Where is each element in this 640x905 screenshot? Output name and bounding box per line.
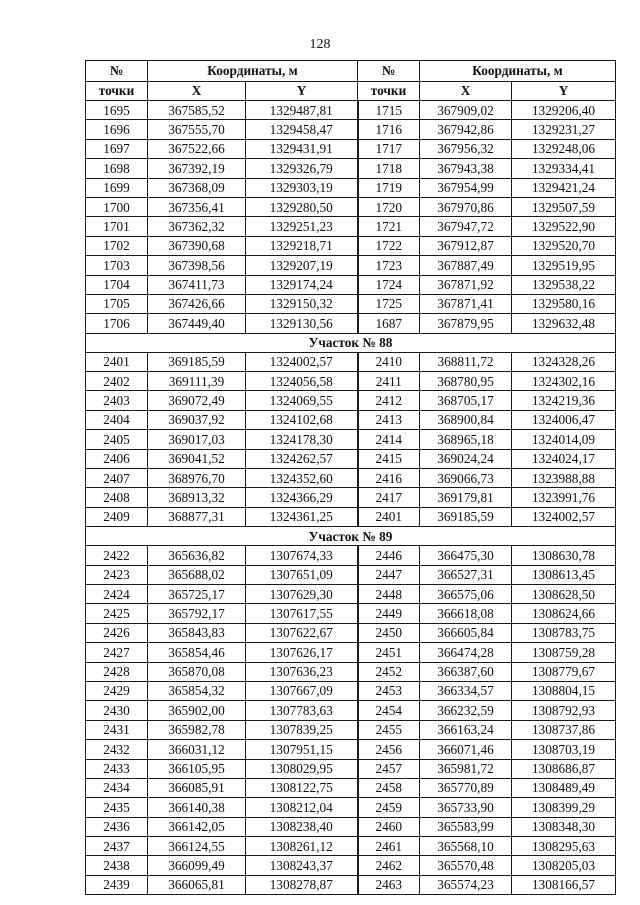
x-left: 368976,70	[148, 469, 246, 488]
y-right: 1308779,67	[512, 662, 616, 681]
x-left: 369041,52	[148, 449, 246, 468]
point-number-right: 2454	[358, 701, 420, 720]
x-right: 365981,72	[420, 759, 512, 778]
section-title: Участок № 88	[86, 333, 616, 352]
point-number-left: 1702	[86, 236, 148, 255]
y-right: 1324014,09	[512, 430, 616, 449]
y-right: 1329520,70	[512, 236, 616, 255]
x-left: 368877,31	[148, 507, 246, 526]
x-left: 367390,68	[148, 236, 246, 255]
y-right: 1324219,36	[512, 391, 616, 410]
y-left: 1307617,55	[246, 604, 358, 623]
x-left: 367555,70	[148, 120, 246, 139]
section-title-row	[86, 333, 616, 352]
x-right: 365770,89	[420, 778, 512, 797]
y-left: 1308238,40	[246, 817, 358, 836]
y-left: 1324178,30	[246, 430, 358, 449]
table-row	[86, 178, 616, 197]
table-row	[86, 720, 616, 739]
point-number-right: 2461	[358, 837, 420, 856]
table-row	[86, 837, 616, 856]
point-number-header-left: №	[86, 61, 148, 82]
x-left: 368913,32	[148, 488, 246, 507]
point-number-right: 2448	[358, 584, 420, 603]
x-right: 369066,73	[420, 469, 512, 488]
point-number-right: 2417	[358, 488, 420, 507]
point-number-left: 2409	[86, 507, 148, 526]
y-right: 1329206,40	[512, 101, 616, 120]
point-number-left: 2404	[86, 410, 148, 429]
point-number-left: 2436	[86, 817, 148, 836]
table-row	[86, 314, 616, 333]
x-right: 368811,72	[420, 352, 512, 371]
x-left: 366105,95	[148, 759, 246, 778]
y-left: 1307951,15	[246, 740, 358, 759]
x-right: 367954,99	[420, 178, 512, 197]
x-left: 365688,02	[148, 565, 246, 584]
point-number-left: 2424	[86, 584, 148, 603]
x-left: 365854,32	[148, 681, 246, 700]
y-left: 1307783,63	[246, 701, 358, 720]
point-number-left: 2425	[86, 604, 148, 623]
point-number-right: 2410	[358, 352, 420, 371]
y-right: 1329580,16	[512, 294, 616, 313]
point-number-right: 2455	[358, 720, 420, 739]
point-number-right: 2457	[358, 759, 420, 778]
y-right: 1308624,66	[512, 604, 616, 623]
x-right: 366527,31	[420, 565, 512, 584]
point-number-right: 2414	[358, 430, 420, 449]
y-right: 1308630,78	[512, 546, 616, 565]
point-number-left: 2422	[86, 546, 148, 565]
x-left: 367585,52	[148, 101, 246, 120]
x-right: 365583,99	[420, 817, 512, 836]
y-right: 1308295,63	[512, 837, 616, 856]
table-row	[86, 507, 616, 526]
x-right: 367970,86	[420, 197, 512, 216]
x-right: 366232,59	[420, 701, 512, 720]
point-number-right: 2413	[358, 410, 420, 429]
point-number-right: 1719	[358, 178, 420, 197]
x-left: 365636,82	[148, 546, 246, 565]
point-number-right: 1725	[358, 294, 420, 313]
y-left: 1329251,23	[246, 217, 358, 236]
y-right: 1308613,45	[512, 565, 616, 584]
y-right: 1324002,57	[512, 507, 616, 526]
y-right: 1324006,47	[512, 410, 616, 429]
table-row	[86, 565, 616, 584]
y-left: 1307839,25	[246, 720, 358, 739]
point-number-right: 2401	[358, 507, 420, 526]
page-number: 128	[309, 37, 331, 52]
point-number-left: 2423	[86, 565, 148, 584]
y-right: 1308489,49	[512, 778, 616, 797]
y-right: 1324328,26	[512, 352, 616, 371]
point-number-left: 1698	[86, 159, 148, 178]
y-right: 1324024,17	[512, 449, 616, 468]
x-right: 369179,81	[420, 488, 512, 507]
x-left: 367392,19	[148, 159, 246, 178]
y-right: 1308166,57	[512, 875, 616, 894]
point-number-left: 2426	[86, 623, 148, 642]
y-right: 1329632,48	[512, 314, 616, 333]
y-left: 1324352,60	[246, 469, 358, 488]
y-right: 1308737,86	[512, 720, 616, 739]
table-row	[86, 875, 616, 894]
table-row	[86, 856, 616, 875]
x-right: 367909,02	[420, 101, 512, 120]
point-number-right: 2451	[358, 643, 420, 662]
y-left: 1308122,75	[246, 778, 358, 797]
x-left: 369111,39	[148, 372, 246, 391]
point-number-right: 1720	[358, 197, 420, 216]
table-row	[86, 430, 616, 449]
x-right: 366071,46	[420, 740, 512, 759]
x-right: 367956,32	[420, 139, 512, 158]
y-left: 1307667,09	[246, 681, 358, 700]
y-left: 1307674,33	[246, 546, 358, 565]
x-left: 369037,92	[148, 410, 246, 429]
point-number-left: 2432	[86, 740, 148, 759]
y-left: 1329303,19	[246, 178, 358, 197]
y-left: 1324002,57	[246, 352, 358, 371]
y-left: 1329218,71	[246, 236, 358, 255]
point-number-left: 1699	[86, 178, 148, 197]
point-number-right: 1723	[358, 256, 420, 275]
y-right: 1308205,03	[512, 856, 616, 875]
point-number-right: 2463	[358, 875, 420, 894]
point-number-right: 1715	[358, 101, 420, 120]
y-left: 1307626,17	[246, 643, 358, 662]
point-number-left: 2429	[86, 681, 148, 700]
table-row	[86, 584, 616, 603]
coords-header-left: Координаты, м	[148, 61, 358, 82]
y-left: 1308212,04	[246, 798, 358, 817]
y-left: 1307629,30	[246, 584, 358, 603]
point-number-right: 1718	[358, 159, 420, 178]
table-row	[86, 372, 616, 391]
y-right: 1308399,29	[512, 798, 616, 817]
x-right: 367879,95	[420, 314, 512, 333]
point-number-left: 1696	[86, 120, 148, 139]
y-left: 1329280,50	[246, 197, 358, 216]
y-left: 1324056,58	[246, 372, 358, 391]
y-left: 1329431,91	[246, 139, 358, 158]
x-right: 368705,17	[420, 391, 512, 410]
x-left: 365870,08	[148, 662, 246, 681]
point-number-left: 2428	[86, 662, 148, 681]
y-right: 1323988,88	[512, 469, 616, 488]
point-number-right: 2453	[358, 681, 420, 700]
point-number-right: 2460	[358, 817, 420, 836]
x-right: 367943,38	[420, 159, 512, 178]
x-left: 366031,12	[148, 740, 246, 759]
point-number-left: 1703	[86, 256, 148, 275]
point-number-left: 1697	[86, 139, 148, 158]
point-number-left: 1701	[86, 217, 148, 236]
x-right: 366334,57	[420, 681, 512, 700]
point-number-left: 2438	[86, 856, 148, 875]
point-number-left: 1695	[86, 101, 148, 120]
y-left: 1329150,32	[246, 294, 358, 313]
point-number-left: 2439	[86, 875, 148, 894]
x-right: 368965,18	[420, 430, 512, 449]
table-row	[86, 294, 616, 313]
y-left: 1308029,95	[246, 759, 358, 778]
y-left: 1308243,37	[246, 856, 358, 875]
x-left: 369017,03	[148, 430, 246, 449]
y-left: 1329207,19	[246, 256, 358, 275]
x-right: 368900,84	[420, 410, 512, 429]
point-number-left: 2431	[86, 720, 148, 739]
x-header-left: X	[148, 82, 246, 101]
table-row	[86, 159, 616, 178]
table-row	[86, 352, 616, 371]
y-right: 1308348,30	[512, 817, 616, 836]
y-right: 1329507,59	[512, 197, 616, 216]
x-right: 369185,59	[420, 507, 512, 526]
table-row	[86, 623, 616, 642]
point-number-left: 2434	[86, 778, 148, 797]
point-number-right: 1716	[358, 120, 420, 139]
point-number-left: 2430	[86, 701, 148, 720]
x-left: 366099,49	[148, 856, 246, 875]
point-number-left: 2427	[86, 643, 148, 662]
point-number-left: 2408	[86, 488, 148, 507]
y-left: 1324069,55	[246, 391, 358, 410]
table-row	[86, 256, 616, 275]
x-left: 367426,66	[148, 294, 246, 313]
table-row	[86, 488, 616, 507]
y-right: 1323991,76	[512, 488, 616, 507]
point-number-right: 1687	[358, 314, 420, 333]
table-row	[86, 391, 616, 410]
table-row	[86, 740, 616, 759]
y-left: 1308278,87	[246, 875, 358, 894]
table-row	[86, 546, 616, 565]
x-right: 366618,08	[420, 604, 512, 623]
x-left: 365854,46	[148, 643, 246, 662]
point-number-right: 2456	[358, 740, 420, 759]
point-number-right: 1717	[358, 139, 420, 158]
point-number-right: 2415	[358, 449, 420, 468]
x-left: 366142,05	[148, 817, 246, 836]
y-left: 1324262,57	[246, 449, 358, 468]
y-left: 1307622,67	[246, 623, 358, 642]
y-right: 1329519,95	[512, 256, 616, 275]
table-row	[86, 798, 616, 817]
y-right: 1329538,22	[512, 275, 616, 294]
table-body	[86, 101, 616, 895]
x-right: 366387,60	[420, 662, 512, 681]
y-left: 1329130,56	[246, 314, 358, 333]
y-header-right: Y	[512, 82, 616, 101]
y-left: 1324102,68	[246, 410, 358, 429]
coordinates-table	[85, 60, 616, 895]
y-right: 1308792,93	[512, 701, 616, 720]
point-number-left: 2433	[86, 759, 148, 778]
x-right: 367947,72	[420, 217, 512, 236]
point-number-left: 2401	[86, 352, 148, 371]
x-left: 366085,91	[148, 778, 246, 797]
table-row	[86, 759, 616, 778]
point-number-left: 1704	[86, 275, 148, 294]
x-right: 365574,23	[420, 875, 512, 894]
y-header-left: Y	[246, 82, 358, 101]
section-title: Участок № 89	[86, 527, 616, 546]
x-left: 367368,09	[148, 178, 246, 197]
x-left: 365843,83	[148, 623, 246, 642]
coords-header-right: Координаты, м	[420, 61, 616, 82]
table-row	[86, 236, 616, 255]
point-number-right: 2452	[358, 662, 420, 681]
point-number-right: 2449	[358, 604, 420, 623]
y-right: 1308783,75	[512, 623, 616, 642]
table-row	[86, 643, 616, 662]
y-left: 1329174,24	[246, 275, 358, 294]
point-number-right: 2416	[358, 469, 420, 488]
table-row	[86, 604, 616, 623]
y-right: 1329231,27	[512, 120, 616, 139]
table-row	[86, 217, 616, 236]
table-row	[86, 101, 616, 120]
y-right: 1329248,06	[512, 139, 616, 158]
x-right: 365568,10	[420, 837, 512, 856]
x-left: 367398,56	[148, 256, 246, 275]
point-number-left: 2403	[86, 391, 148, 410]
point-number-right: 1724	[358, 275, 420, 294]
y-left: 1307636,23	[246, 662, 358, 681]
x-left: 366065,81	[148, 875, 246, 894]
y-right: 1324302,16	[512, 372, 616, 391]
point-number-left: 2405	[86, 430, 148, 449]
x-right: 367871,41	[420, 294, 512, 313]
x-right: 366474,28	[420, 643, 512, 662]
x-left: 367522,66	[148, 139, 246, 158]
y-right: 1308628,50	[512, 584, 616, 603]
point-number-left: 2407	[86, 469, 148, 488]
point-number-header-right: №	[358, 61, 420, 82]
x-left: 366124,55	[148, 837, 246, 856]
y-left: 1307651,09	[246, 565, 358, 584]
x-right: 366475,30	[420, 546, 512, 565]
x-left: 369072,49	[148, 391, 246, 410]
x-left: 365792,17	[148, 604, 246, 623]
table-row	[86, 449, 616, 468]
x-right: 367871,92	[420, 275, 512, 294]
point-number-right: 1722	[358, 236, 420, 255]
point-number-left: 1700	[86, 197, 148, 216]
x-right: 365570,48	[420, 856, 512, 875]
table-row	[86, 410, 616, 429]
y-right: 1308703,19	[512, 740, 616, 759]
section-title-row	[86, 527, 616, 546]
y-left: 1308261,12	[246, 837, 358, 856]
y-right: 1329334,41	[512, 159, 616, 178]
table-row	[86, 778, 616, 797]
x-right: 366163,24	[420, 720, 512, 739]
x-right: 365733,90	[420, 798, 512, 817]
point-number-right: 2458	[358, 778, 420, 797]
y-right: 1308804,15	[512, 681, 616, 700]
x-left: 365902,00	[148, 701, 246, 720]
x-right: 367887,49	[420, 256, 512, 275]
y-left: 1324361,25	[246, 507, 358, 526]
point-number-right: 2446	[358, 546, 420, 565]
point-label-right: точки	[358, 82, 420, 101]
x-header-right: X	[420, 82, 512, 101]
point-number-left: 2437	[86, 837, 148, 856]
point-number-right: 2412	[358, 391, 420, 410]
table-row	[86, 120, 616, 139]
point-number-left: 2435	[86, 798, 148, 817]
x-right: 367912,87	[420, 236, 512, 255]
table-row	[86, 197, 616, 216]
x-right: 367942,86	[420, 120, 512, 139]
table-row	[86, 662, 616, 681]
y-left: 1324366,29	[246, 488, 358, 507]
y-left: 1329458,47	[246, 120, 358, 139]
table-row	[86, 817, 616, 836]
x-left: 367356,41	[148, 197, 246, 216]
x-left: 366140,38	[148, 798, 246, 817]
table-row	[86, 469, 616, 488]
y-right: 1308686,87	[512, 759, 616, 778]
x-right: 368780,95	[420, 372, 512, 391]
point-number-right: 2459	[358, 798, 420, 817]
x-right: 369024,24	[420, 449, 512, 468]
y-right: 1329522,90	[512, 217, 616, 236]
point-number-right: 1721	[358, 217, 420, 236]
x-left: 365725,17	[148, 584, 246, 603]
x-right: 366575,06	[420, 584, 512, 603]
y-left: 1329487,81	[246, 101, 358, 120]
table-row	[86, 139, 616, 158]
point-label-left: точки	[86, 82, 148, 101]
x-left: 367449,40	[148, 314, 246, 333]
table-row	[86, 701, 616, 720]
x-left: 369185,59	[148, 352, 246, 371]
x-left: 365982,78	[148, 720, 246, 739]
y-right: 1308759,28	[512, 643, 616, 662]
point-number-right: 2450	[358, 623, 420, 642]
point-number-left: 1706	[86, 314, 148, 333]
point-number-left: 2402	[86, 372, 148, 391]
table-row	[86, 681, 616, 700]
point-number-right: 2462	[358, 856, 420, 875]
point-number-right: 2411	[358, 372, 420, 391]
y-right: 1329421,24	[512, 178, 616, 197]
y-left: 1329326,79	[246, 159, 358, 178]
x-left: 367411,73	[148, 275, 246, 294]
table-row	[86, 275, 616, 294]
point-number-left: 2406	[86, 449, 148, 468]
x-left: 367362,32	[148, 217, 246, 236]
point-number-left: 1705	[86, 294, 148, 313]
point-number-right: 2447	[358, 565, 420, 584]
x-right: 366605,84	[420, 623, 512, 642]
